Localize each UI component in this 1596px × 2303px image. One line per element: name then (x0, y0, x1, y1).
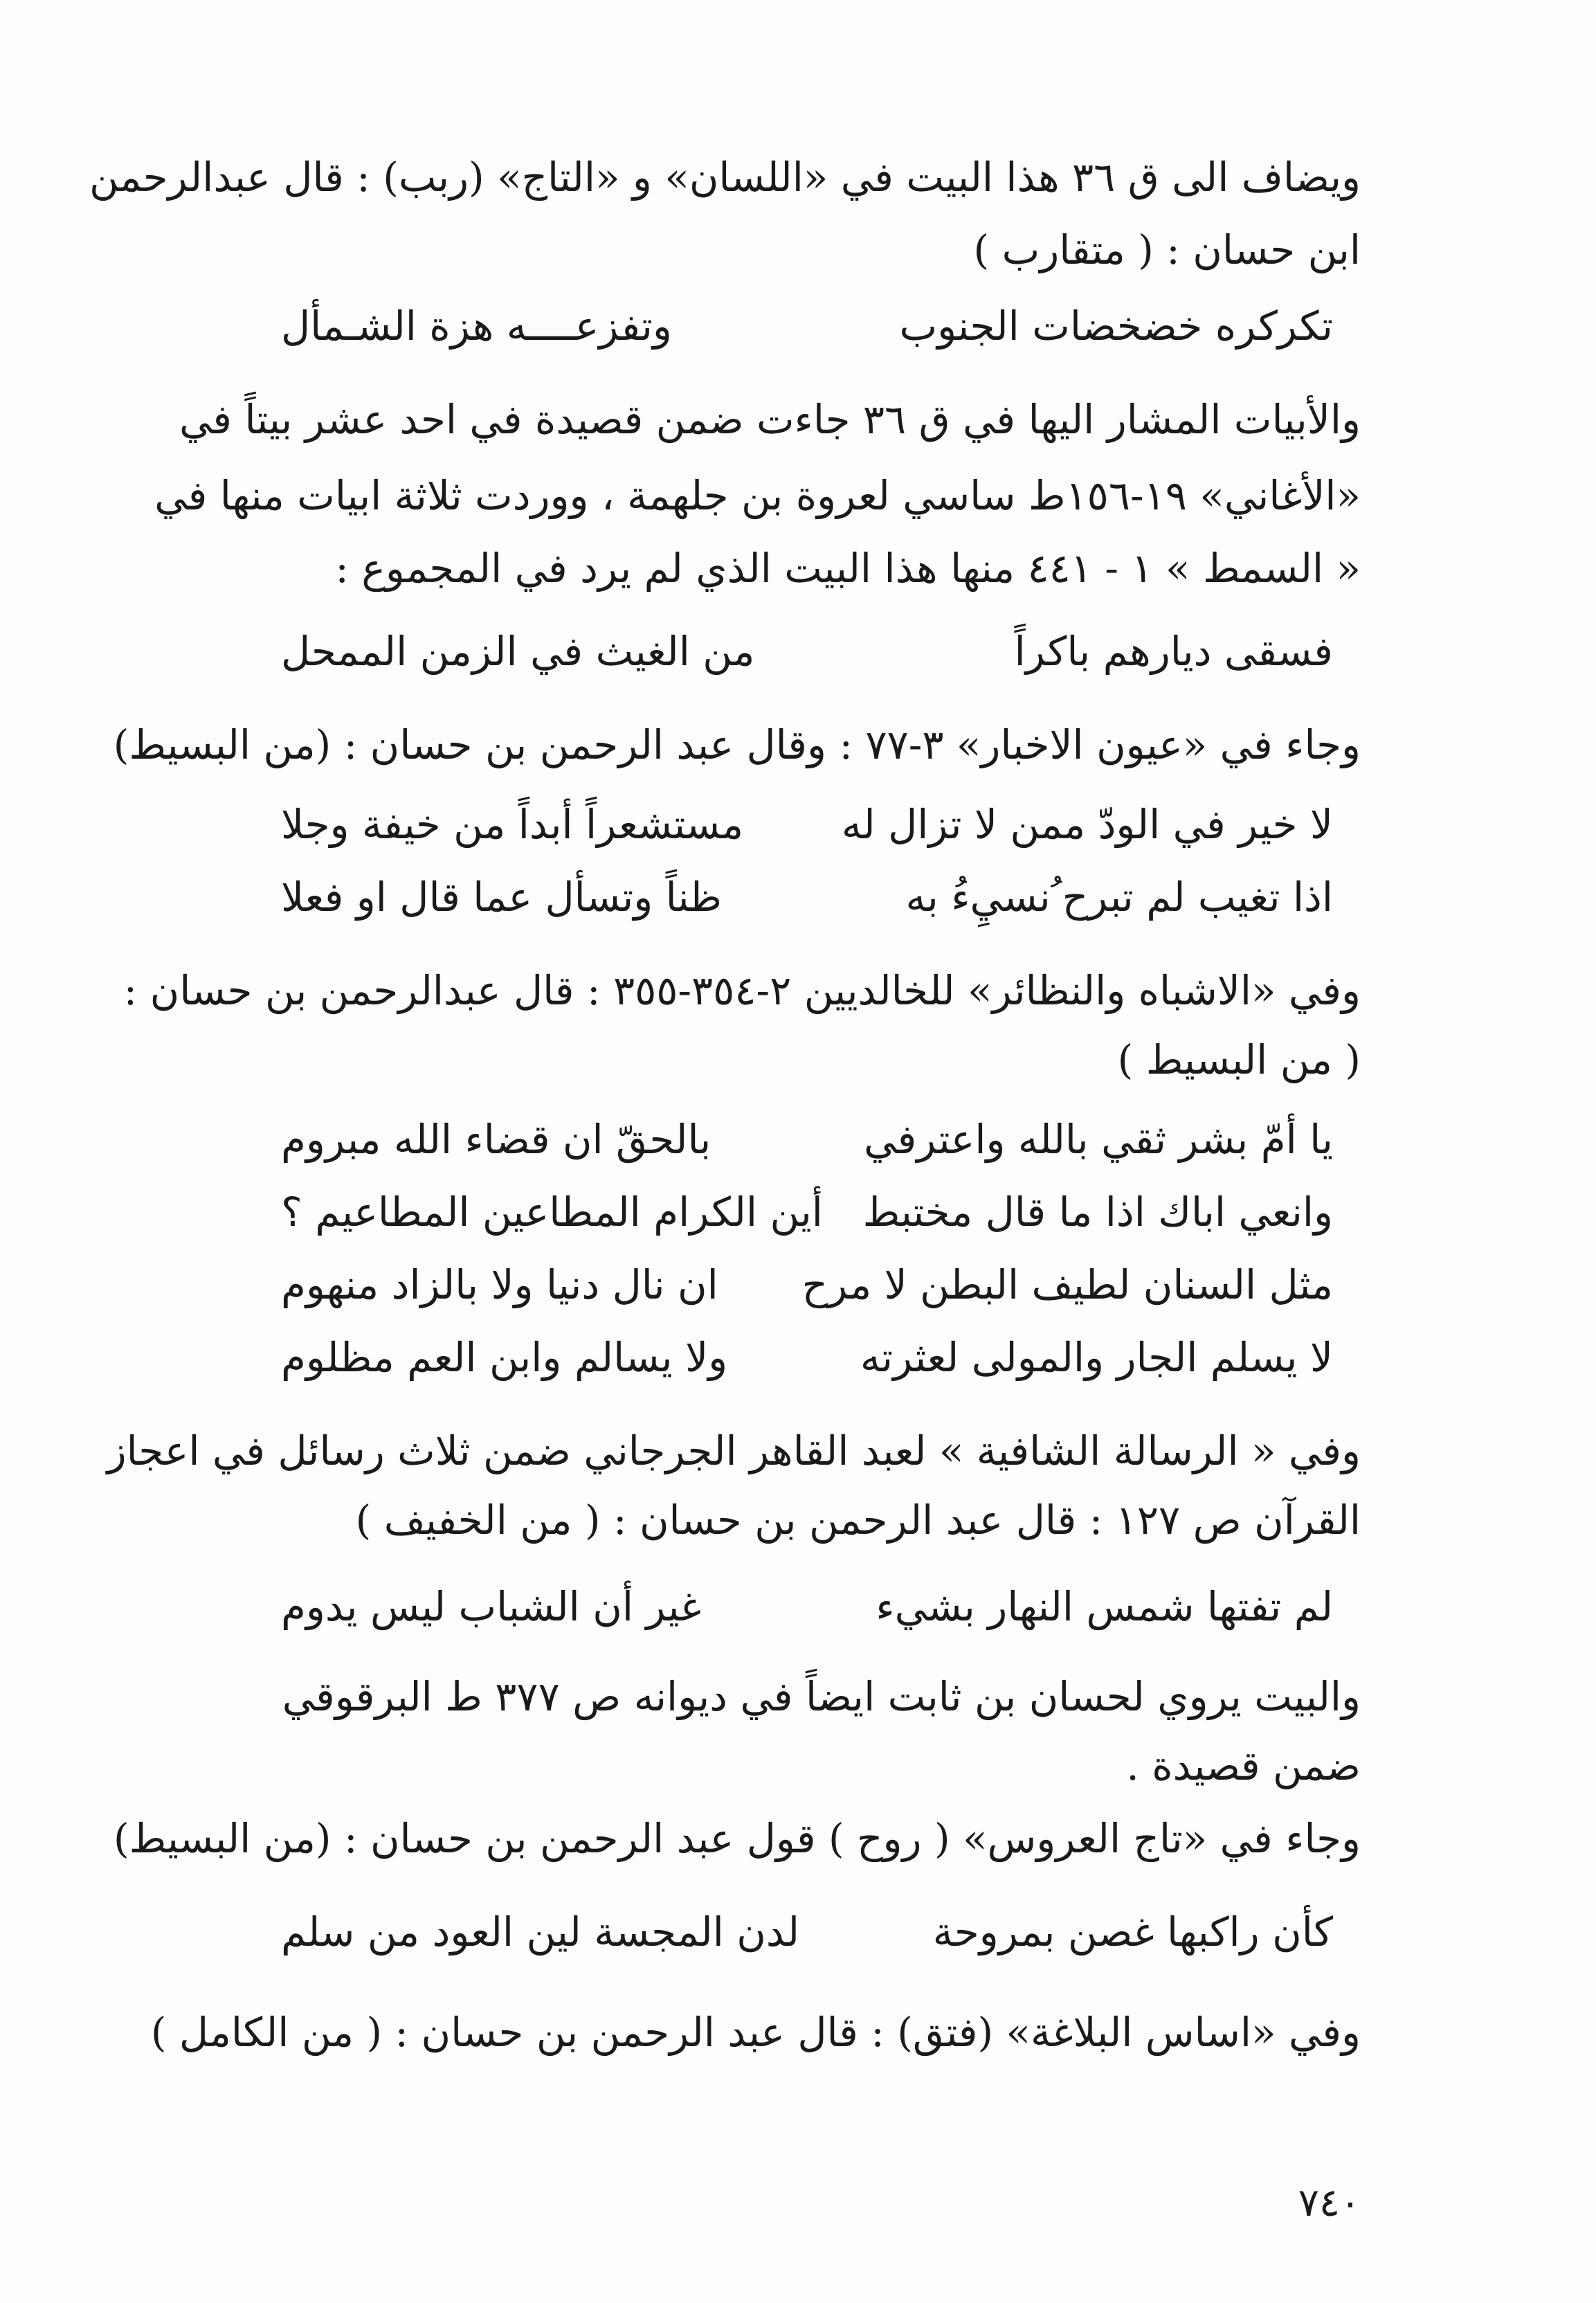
prose-line: ابن حسان : ( متقارب ) (973, 226, 1361, 273)
prose-line: وفي «الاشباه والنظائر» للخالديين ٢-٣٥٤-٣٥٥ : قال عبدالرحمن بن حسان : (123, 967, 1361, 1014)
prose-line: وفي «اساس البلاغة» (فتق) : قال عبد الرحمن بن حسان : ( من الكامل ) (150, 2009, 1361, 2056)
verse-first-hemistich: تكركره خضخضات الجنوب (899, 302, 1333, 350)
verse-second-hemistich: مستشعراً أبداً من خيفة وجلا (281, 801, 744, 848)
verse-second-hemistich: ان نال دنيا ولا بالزاد منهوم (281, 1261, 718, 1308)
verse-second-hemistich: من الغيث في الزمن الممحل (281, 628, 755, 675)
prose-line: وجاء في «عيون الاخبار» ٣-٧٧ : وقال عبد الرحمن بن حسان : (من البسيط) (113, 721, 1361, 768)
verse-second-hemistich: غير أن الشباب ليس يدوم (281, 1583, 702, 1630)
verse-first-hemistich: لم تفتها شمس النهار بشيء (876, 1583, 1333, 1630)
verse-first-hemistich: يا أمّ بشر ثقي بالله واعترفي (864, 1116, 1333, 1163)
prose-line: القرآن ص ١٢٧ : قال عبد الرحمن بن حسان : ( من الخفيف ) (355, 1497, 1361, 1544)
verse-second-hemistich: ولا يسالم وابن العم مظلوم (281, 1334, 728, 1381)
verse-first-hemistich: مثل السنان لطيف البطن لا مرح (801, 1261, 1333, 1308)
verse-first-hemistich: لا يسلم الجار والمولى لعثرته (860, 1334, 1333, 1381)
prose-line: وجاء في «تاج العروس» ( روح ) قول عبد الرحمن بن حسان : (من البسيط) (114, 1815, 1361, 1862)
prose-line: ويضاف الى ق ٣٦ هذا البيت في «اللسان» و «التاج» (ربب) : قال عبدالرحمن (89, 154, 1361, 201)
verse-first-hemistich: وانعي اباك اذا ما قال مختبط (862, 1189, 1333, 1236)
prose-line: ( من البسيط ) (1117, 1036, 1361, 1083)
prose-line: والبيت يروي لحسان بن ثابت ايضاً في ديوانه ص ٣٧٧ ط البرقوقي (282, 1673, 1361, 1720)
prose-line: والأبيات المشار اليها في ق ٣٦ جاءت ضمن قصيدة في احد عشر بيتاً في (179, 396, 1361, 443)
verse-second-hemistich: وتفزعــــه هزة الشـمأل (281, 302, 672, 350)
prose-line: « السمط » ١ - ٤٤١ منها هذا البيت الذي لم يرد في المجموع : (335, 545, 1361, 592)
verse-first-hemistich: كأن راكبها غصن بمروحة (932, 1908, 1333, 1956)
verse-first-hemistich: اذا تغيب لم تبرح ُنسيِءُ به (905, 874, 1333, 921)
verse-second-hemistich: بالحقّ ان قضاء الله مبروم (281, 1116, 711, 1163)
verse-first-hemistich: فسقى ديارهم باكراً (1014, 628, 1333, 675)
verse-second-hemistich: لدن المجسة لين العود من سلم (281, 1908, 799, 1956)
verse-second-hemistich: ظناً وتسأل عما قال او فعلا (281, 874, 723, 921)
page-number: ٧٤٠ (1298, 2180, 1361, 2225)
prose-line: وفي « الرسالة الشافية » لعبد القاهر الجرجاني ضمن ثلاث رسائل في اعجاز (107, 1427, 1361, 1474)
prose-line: ضمن قصيدة . (1126, 1742, 1361, 1789)
verse-second-hemistich: أين الكرام المطاعين المطاعيم ؟ (281, 1189, 823, 1236)
prose-line: «الأغاني» ١٩-١٥٦ط ساسي لعروة بن جلهمة ، ووردت ثلاثة ابيات منها في (154, 472, 1361, 519)
verse-first-hemistich: لا خير في الودّ ممن لا تزال له (841, 801, 1333, 848)
